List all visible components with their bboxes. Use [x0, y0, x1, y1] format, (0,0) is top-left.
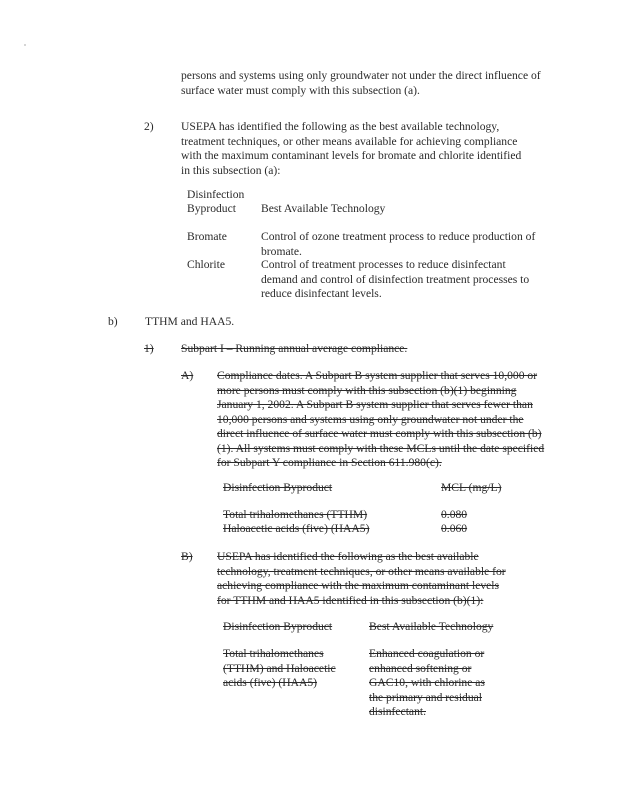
item-2-number: 2) [144, 120, 154, 133]
table2-row2-byproduct: Haloacetic acids (five) (HAA5) [223, 522, 370, 535]
scan-speck [24, 44, 26, 46]
table1-row2-technology: Control of treatment processes to reduce disinfectant demand and control of disinfection treatment processes to reduce disinfectant levels. [261, 258, 530, 300]
subsection-b-title: TTHM and HAA5. [145, 315, 235, 328]
table1-header-col1-line2: Byproduct [187, 202, 236, 215]
item-b1-number: 1) [144, 342, 154, 355]
table3-header-col2: Best Available Technology [369, 620, 494, 633]
table2-header-col2: MCL (mg/L) [441, 481, 502, 494]
table1-row2-byproduct: Chlorite [187, 258, 225, 271]
item-2-paragraph: USEPA has identified the following as the best available technology, treatment techniques, or other means available for achieving compliance with the maximum contaminant levels for bromate and chlorite identified in this subsection (a): [181, 120, 522, 177]
table2-row1-mcl: 0.080 [441, 508, 468, 521]
table2-header-col1: Disinfection Byproduct [223, 481, 333, 494]
subsection-b-number: b) [108, 315, 118, 328]
intro-paragraph: persons and systems using only groundwater not under the direct influence of surface water must comply with this subsection (a). [181, 69, 541, 97]
table3-header-col1: Disinfection Byproduct [223, 620, 333, 633]
item-A-paragraph: Compliance dates. A Subpart B system supplier that serves 10,000 or more persons must comply with this subsection (b)(1) beginning January 1, 2002. A Subpart B system supplier that serves fewer than 10,000 persons and systems using only groundwater not under the direct influence of surface water must comply with this subsection (b)(1). All systems must comply with these MCLs until the date specified for Subpart Y compliance in Section 611.980(c). [217, 369, 545, 469]
item-B-paragraph: USEPA has identified the following as the best available technology, treatment techniques, or other means available for achieving compliance with the maximum contaminant levels for TTHM and HAA5 identified in this subsection (b)(1): [217, 550, 506, 607]
table3-technology-cell: Enhanced coagulation or enhanced softening or GAC10, with chlorine as the primary and residual disinfectant. [369, 647, 485, 718]
item-B-number: B) [181, 550, 193, 563]
table1-header-col1-line1: Disinfection [187, 188, 245, 201]
table2-row2-mcl: 0.060 [441, 522, 468, 535]
table3-byproduct-cell: Total trihalomethanes (TTHM) and Haloacetic acids (five) (HAA5) [223, 647, 336, 689]
table2-row1-byproduct: Total trihalomethanes (TTHM) [223, 508, 368, 521]
table1-header-col2: Best Available Technology [261, 202, 386, 215]
item-b1-title: Subpart I – Running annual average compliance. [181, 342, 408, 355]
table1-row1-technology: Control of ozone treatment process to reduce production of bromate. [261, 230, 536, 258]
table1-row1-byproduct: Bromate [187, 230, 227, 243]
item-A-number: A) [181, 369, 194, 382]
